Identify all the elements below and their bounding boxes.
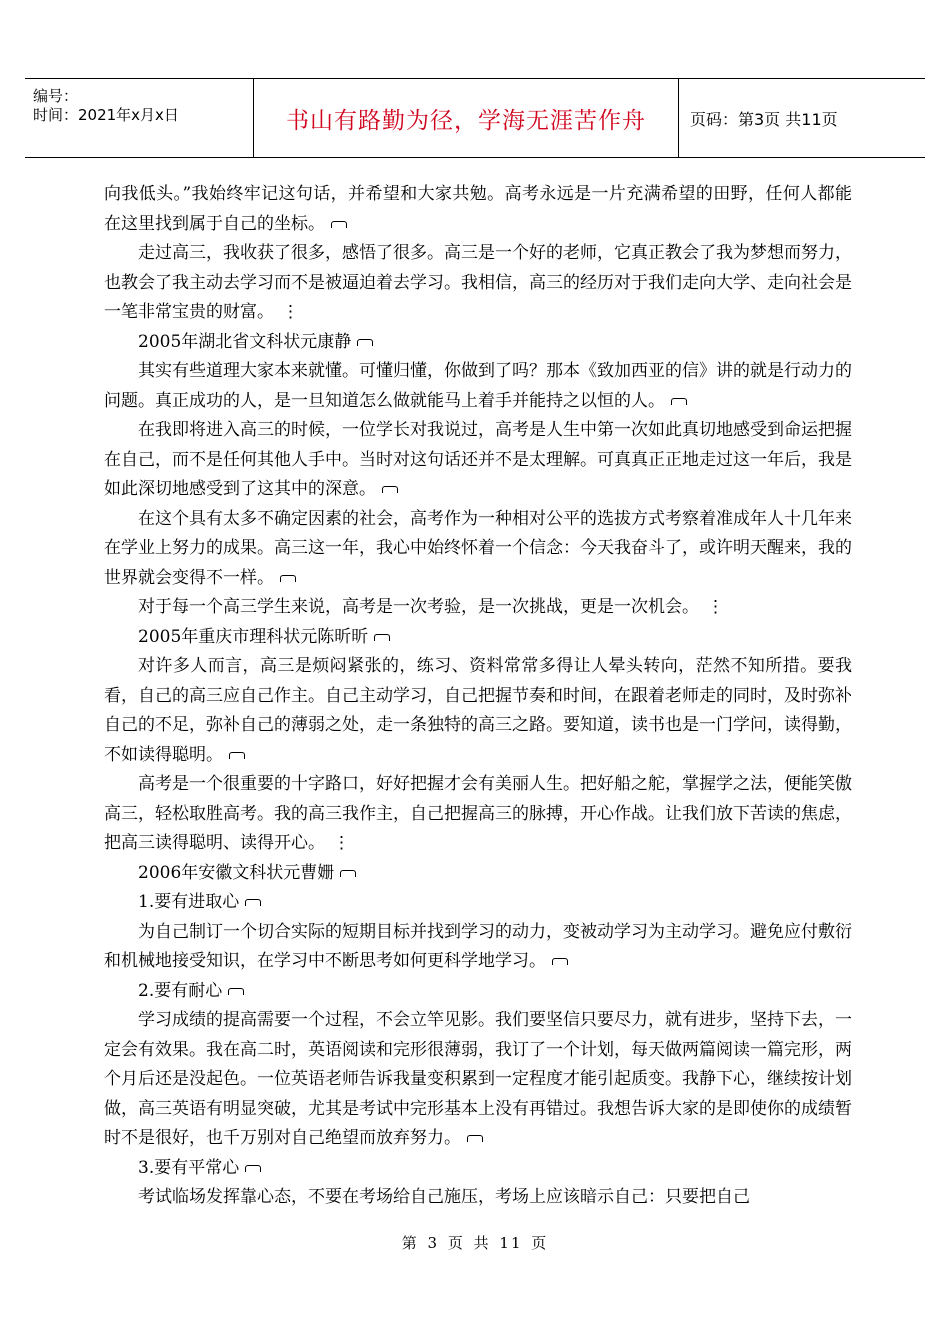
paragraph bbox=[104, 1154, 852, 1184]
paragraph bbox=[104, 416, 852, 505]
document-body bbox=[104, 180, 852, 1213]
paragraph-mark-icon bbox=[357, 339, 373, 346]
header-motto-cell bbox=[254, 79, 679, 157]
paragraph-text: 2005年湖北省文科状元康静 bbox=[138, 331, 352, 352]
paragraph-mark-icon bbox=[245, 1165, 261, 1172]
vertical-dots-icon: ⋮ bbox=[333, 833, 350, 853]
header-page-cell bbox=[679, 79, 925, 157]
header-page-label: 页码：第3页 共11页 bbox=[690, 109, 838, 129]
paragraph-mark-icon bbox=[374, 634, 390, 641]
paragraph-mark-icon bbox=[382, 486, 398, 493]
paragraph-text: 2006年安徽文科状元曹姗 bbox=[138, 862, 335, 883]
paragraph-text: 对许多人而言，高三是烦闷紧张的，练习、资料常常多得让人晕头转向，茫然不知所措。要我看，自己的高三应自己作主。自己主动学习，自己把握节奏和时间，在跟着老师走的同时，及时弥补自己的不足，弥补自己的薄弱之处，走一条独特的高三之路。要知道，读书也是一门学问，读得勤，不如读得聪明。 bbox=[104, 656, 852, 765]
paragraph-mark-icon bbox=[552, 958, 568, 965]
vertical-dots-icon: ⋮ bbox=[707, 597, 724, 617]
paragraph-text: 在这个具有太多不确定因素的社会，高考作为一种相对公平的选拔方式考察着准成年人十几年来在学业上努力的成果。高三这一年，我心中始终怀着一个信念：今天我奋斗了，或许明天醒来，我的世界就会变得不一样。 bbox=[104, 508, 852, 588]
paragraph-text: 为自己制订一个切合实际的短期目标并找到学习的动力，变被动学习为主动学习。避免应付敷衍和机械地接受知识，在学习中不断思考如何更科学地学习。 bbox=[104, 921, 852, 971]
paragraph-text: 对于每一个高三学生来说，高考是一次考验，是一次挑战，更是一次机会。 bbox=[138, 597, 699, 617]
paragraph bbox=[104, 1006, 852, 1154]
doc-number-label: 编号： bbox=[33, 87, 79, 105]
paragraph-text: 2.要有耐心 bbox=[138, 980, 223, 1001]
paragraph-mark-icon bbox=[340, 870, 356, 877]
footer-total-unit: 页 bbox=[531, 1234, 549, 1252]
paragraph-text: 走过高三，我收获了很多，感悟了很多。高三是一个好的老师，它真正教会了我为梦想而努力，也教会了我主动去学习而不是被逼迫着去学习。我相信，高三的经历对于我们走向大学、走向社会是一笔非常宝贵的财富。 bbox=[104, 243, 852, 322]
paragraph bbox=[104, 977, 852, 1007]
paragraph bbox=[104, 918, 852, 977]
paragraph-text: 其实有些道理大家本来就懂。可懂归懂，你做到了吗？那本《致加西亚的信》讲的就是行动力的问题。真正成功的人，是一旦知道怎么做就能马上着手并能持之以恒的人。 bbox=[104, 361, 852, 411]
footer-page-number: 3 bbox=[427, 1234, 440, 1252]
paragraph bbox=[104, 357, 852, 416]
paragraph-text: 2005年重庆市理科状元陈昕昕 bbox=[138, 626, 369, 647]
paragraph-mark-icon bbox=[280, 575, 296, 582]
paragraph bbox=[104, 770, 852, 859]
paragraph bbox=[104, 180, 852, 239]
page-footer bbox=[0, 1232, 950, 1253]
paragraph-mark-icon bbox=[467, 1135, 483, 1142]
paragraph bbox=[104, 505, 852, 594]
paragraph bbox=[104, 328, 852, 358]
paragraph bbox=[104, 888, 852, 918]
paragraph bbox=[104, 1183, 852, 1213]
paragraph bbox=[104, 593, 852, 623]
paragraph-text: 学习成绩的提高需要一个过程，不会立竿见影。我们要坚信只要尽力，就有进步，坚持下去，一定会有效果。我在高二时，英语阅读和完形很薄弱，我订了一个计划，每天做两篇阅读一篇完形，两个月后还是没起色。一位英语老师告诉我量变积累到一定程度才能引起质变。我静下心，继续按计划做，高三英语有明显突破，尤其是考试中完形基本上没有再错过。我想告诉大家的是即使你的成绩暂时不是很好，也千万别对自己绝望而放弃努力。 bbox=[104, 1010, 852, 1148]
paragraph-text: 高考是一个很重要的十字路口，好好把握才会有美丽人生。把好船之舵，掌握学之法，便能笑傲高三，轻松取胜高考。我的高三我作主，自己把握高三的脉搏，开心作战。让我们放下苦读的焦虑，把高三读得聪明、读得开心。 bbox=[104, 774, 852, 853]
paragraph-mark-icon bbox=[331, 221, 347, 228]
vertical-dots-icon: ⋮ bbox=[282, 302, 299, 322]
paragraph-mark-icon bbox=[671, 398, 687, 405]
paragraph-text: 1.要有进取心 bbox=[138, 892, 240, 912]
footer-total-word: 共 bbox=[473, 1234, 491, 1252]
paragraph bbox=[104, 652, 852, 770]
time-label: 时间：2021年x月x日 bbox=[33, 106, 179, 124]
header-motto: 书山有路勤为径，学海无涯苦作舟 bbox=[286, 107, 646, 134]
paragraph-mark-icon bbox=[245, 899, 261, 906]
paragraph-mark-icon bbox=[228, 988, 244, 995]
page-header bbox=[25, 78, 925, 158]
footer-page-unit: 页 bbox=[447, 1234, 465, 1252]
paragraph-text: 向我低头。”我始终牢记这句话，并希望和大家共勉。高考永远是一片充满希望的田野，任何人都能在这里找到属于自己的坐标。 bbox=[104, 184, 852, 234]
paragraph-mark-icon bbox=[229, 752, 245, 759]
header-meta bbox=[25, 79, 254, 157]
footer-total-number: 11 bbox=[499, 1234, 523, 1252]
paragraph-text: 3.要有平常心 bbox=[138, 1157, 240, 1178]
paragraph-text: 考试临场发挥靠心态，不要在考场给自己施压，考场上应该暗示自己：只要把自己 bbox=[138, 1187, 750, 1207]
paragraph-text: 在我即将进入高三的时候，一位学长对我说过，高考是人生中第一次如此真切地感受到命运把握在自己，而不是任何其他人手中。当时对这句话还并不是太理解。可真真正正地走过这一年后，我是如此深切地感受到了这其中的深意。 bbox=[104, 420, 852, 499]
paragraph bbox=[104, 623, 852, 653]
paragraph bbox=[104, 239, 852, 328]
paragraph bbox=[104, 859, 852, 889]
footer-page-word: 第 bbox=[401, 1234, 419, 1252]
